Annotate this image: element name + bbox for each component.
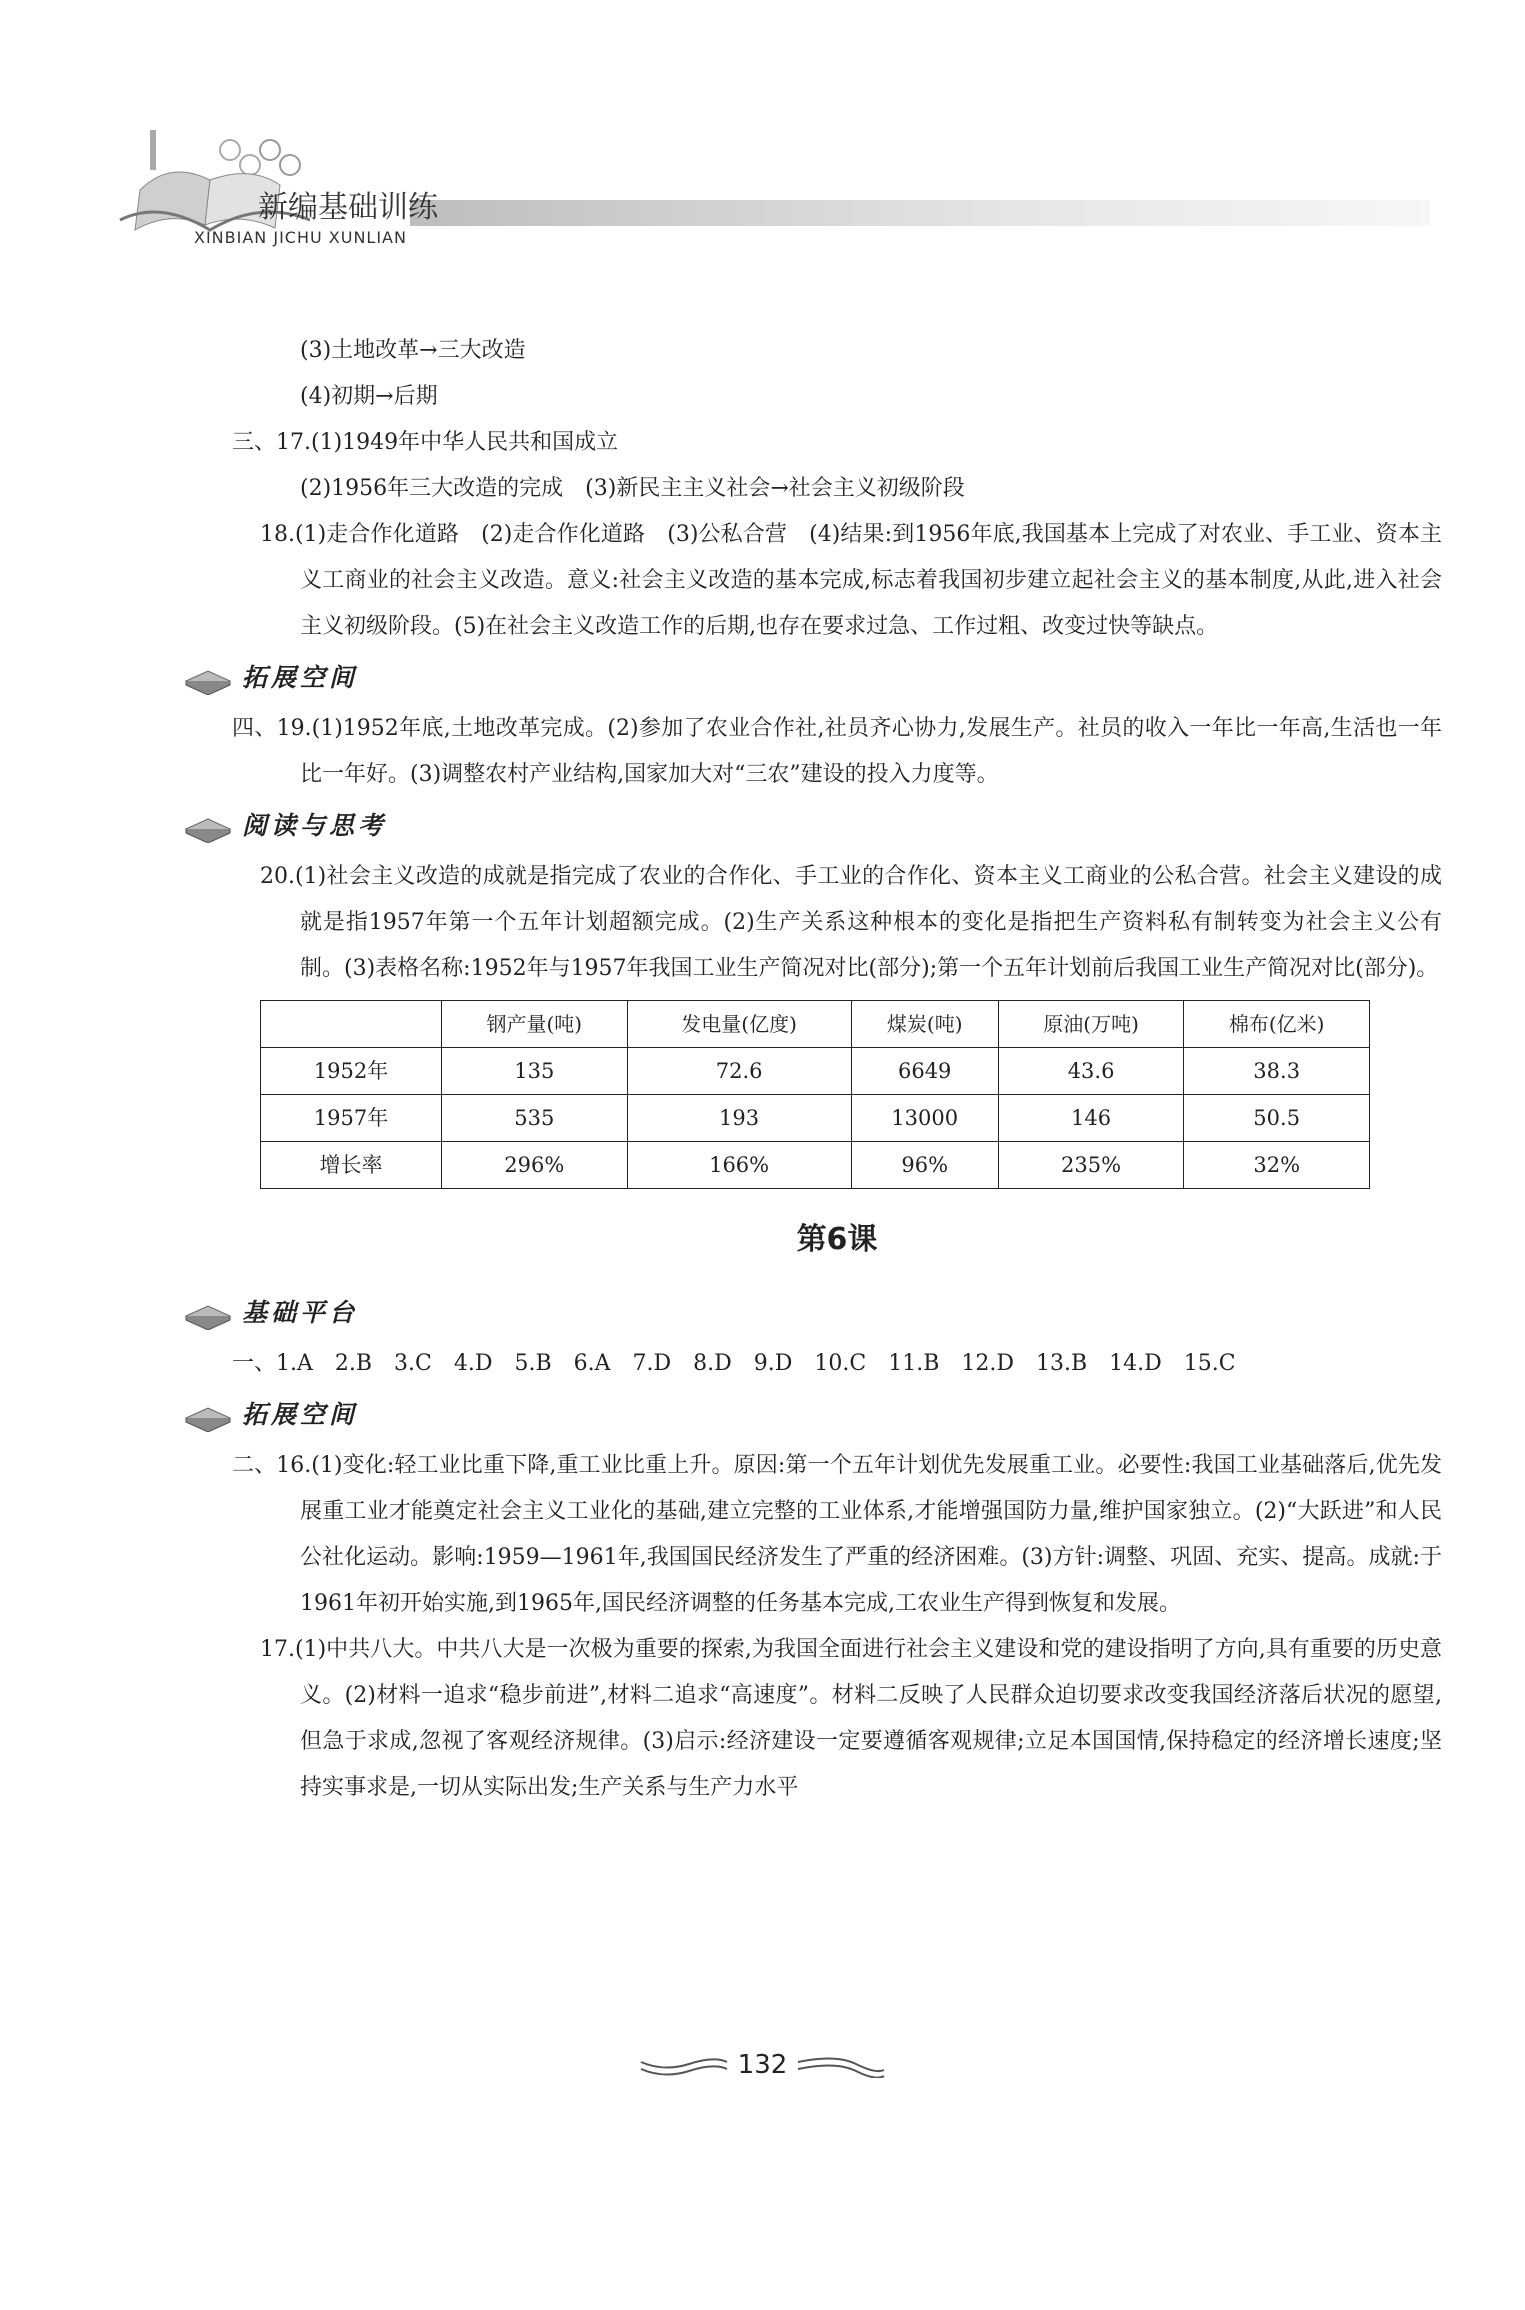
header-title: 新编基础训练 [258,190,438,225]
table-cell: 1957年 [261,1095,442,1142]
table-cell: 166% [627,1142,851,1189]
section-heading [184,800,1442,852]
answer-line: (4)初期→后期 [300,384,438,409]
answer-key-line: 一、1.A 2.B 3.C 4.D 5.B 6.A 7.D 8.D 9.D 10.C 11.B 12.D 13.B 14.D 15.C [232,1351,1236,1376]
answer-line: (2)1956年三大改造的完成 (3)新民主主义社会→社会主义初级阶段 [300,476,965,501]
table-header-row [261,1001,1370,1048]
answer-paragraph: 18.(1)走合作化道路 (2)走合作化道路 (3)公私合营 (4)结果:到1956年底,我国基本上完成了对农业、手工业、资本主义工商业的社会主义改造。意义:社会主义改造的基本完成,标志着我国初步建立起社会主义的基本制度,从此,进入社会主义初级阶段。(5)在社会主义改造工作的后期,也存在要求过急、工作过粗、改变过快等缺点。 [260,522,1442,639]
section-heading [184,1287,1442,1339]
table-header-cell: 煤炭(吨) [851,1001,998,1048]
book-stack-icon [184,1398,232,1432]
table-header-cell: 棉布(亿米) [1184,1001,1370,1048]
table-cell: 135 [442,1048,628,1095]
answer-paragraph: 17.(1)中共八大。中共八大是一次极为重要的探索,为我国全面进行社会主义建设和党的建设指明了方向,具有重要的历史意义。(2)材料一追求“稳步前进”,材料二追求“高速度”。材料二反映了人民群众迫切要求改变我国经济落后状况的愿望,但急于求成,忽视了客观经济规律。(3)启示:经济建设一定要遵循客观规律;立足本国国情,保持稳定的经济增长速度;坚持实事求是,一切从实际出发;生产关系与生产力水平 [260,1637,1442,1800]
section-heading [184,652,1442,704]
table-row [261,1048,1370,1095]
table-cell: 296% [442,1142,628,1189]
page-footer [0,2050,1525,2080]
table-cell: 1952年 [261,1048,442,1095]
table-cell: 43.6 [998,1048,1184,1095]
section-title: 基础平台 [242,1298,359,1327]
table-cell: 193 [627,1095,851,1142]
table-header-cell: 发电量(亿度) [627,1001,851,1048]
section-title: 阅读与思考 [242,811,388,840]
wave-ornament-icon [639,2054,729,2078]
table-cell: 50.5 [1184,1095,1370,1142]
table-header-cell: 原油(万吨) [998,1001,1184,1048]
table-cell: 6649 [851,1048,998,1095]
page-header [110,120,1430,260]
header-subtitle: XINBIAN JICHU XUNLIAN [194,228,407,247]
table-cell: 13000 [851,1095,998,1142]
header-rule [410,200,1430,226]
table-cell: 146 [998,1095,1184,1142]
page-number: 132 [737,2050,788,2080]
answer-paragraph: 20.(1)社会主义改造的成就是指完成了农业的合作化、手工业的合作化、资本主义工商业的公私合营。社会主义建设的成就是指1957年第一个五年计划超额完成。(2)生产关系这种根本的变化是指把生产资料私有制转变为社会主义公有制。(3)表格名称:1952年与1957年我国工业生产简况对比(部分);第一个五年计划前后我国工业生产简况对比(部分)。 [260,864,1442,981]
lesson-title: 第6课 [796,1222,878,1257]
production-table [260,1000,1370,1189]
answer-line: (3)土地改革→三大改造 [300,338,526,363]
table-cell: 38.3 [1184,1048,1370,1095]
table-cell: 96% [851,1142,998,1189]
section-title: 拓展空间 [242,1400,359,1429]
page-content [232,328,1442,1811]
table-cell: 72.6 [627,1048,851,1095]
table-cell: 32% [1184,1142,1370,1189]
book-stack-icon [184,661,232,695]
table-header-cell: 钢产量(吨) [442,1001,628,1048]
table-cell: 535 [442,1095,628,1142]
table-header-cell [261,1001,442,1048]
table-row [261,1095,1370,1142]
answer-paragraph: 二、16.(1)变化:轻工业比重下降,重工业比重上升。原因:第一个五年计划优先发展重工业。必要性:我国工业基础落后,优先发展重工业才能奠定社会主义工业化的基础,建立完整的工业体系,才能增强国防力量,维护国家独立。(2)“大跃进”和人民公社化运动。影响:1959—1961年,我国国民经济发生了严重的经济困难。(3)方针:调整、巩固、充实、提高。成就:于1961年初开始实施,到1965年,国民经济调整的任务基本完成,工农业生产得到恢复和发展。 [232,1453,1442,1616]
book-stack-icon [184,1296,232,1330]
table-row [261,1142,1370,1189]
table-cell: 235% [998,1142,1184,1189]
section-title: 拓展空间 [242,663,359,692]
wave-ornament-icon [796,2054,886,2078]
answer-paragraph: 四、19.(1)1952年底,土地改革完成。(2)参加了农业合作社,社员齐心协力,发展生产。社员的收入一年比一年高,生活也一年比一年好。(3)调整农村产业结构,国家加大对“三农”建设的投入力度等。 [232,716,1442,787]
section-heading [184,1389,1442,1441]
table-cell: 增长率 [261,1142,442,1189]
book-stack-icon [184,809,232,843]
answer-line: 三、17.(1)1949年中华人民共和国成立 [232,430,619,455]
